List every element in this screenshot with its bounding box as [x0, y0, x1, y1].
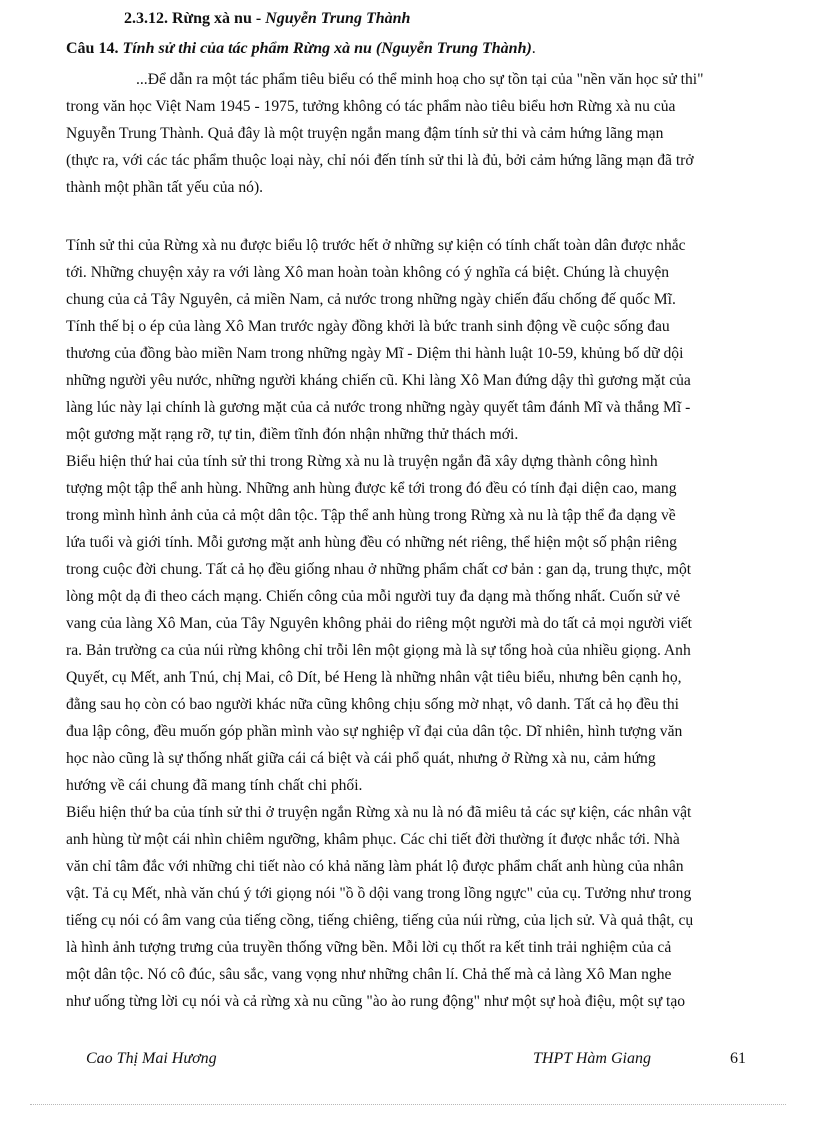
section-number: 2.3.12. Rừng xà nu -: [124, 10, 266, 27]
text-line: học nào cũng là sự thống nhất giữa cái cá biệt và cái phổ quát, nhưng ở Rừng xà nu, cảm hứng: [66, 750, 656, 767]
bottom-divider: [30, 1104, 786, 1105]
text-line: Nguyễn Trung Thành. Quả đây là một truyện ngắn mang đậm tính sử thi và cảm hứng lãng mạn: [66, 125, 664, 142]
text-line: ...Để dẫn ra một tác phẩm tiêu biểu có thể minh hoạ cho sự tồn tại của "nền văn học sử thi": [136, 71, 704, 88]
question-label: Câu 14.: [66, 40, 123, 57]
question-title: [66, 40, 536, 58]
page-number: 61: [730, 1050, 746, 1067]
text-line: vang của làng Xô Man, của Tây Nguyên không phải do riêng một người mà do tất cả mọi người viết: [66, 615, 692, 632]
text-line: chung của cả Tây Nguyên, cả miền Nam, cả nước trong những ngày chiến đấu chống đế quốc Mĩ.: [66, 291, 676, 308]
text-line: những người yêu nước, những người kháng chiến cũ. Khi làng Xô Man đứng dậy thì gương mặt của: [66, 372, 691, 389]
text-line: thành một phần tất yếu của nó).: [66, 179, 264, 196]
text-line: lứa tuổi và giới tính. Mỗi gương mặt anh hùng đều có những nét riêng, thể hiện một số phận riêng: [66, 534, 677, 551]
footer-school: THPT Hàm Giang: [533, 1050, 651, 1067]
text-line: Tính sử thi của Rừng xà nu được biểu lộ trước hết ở những sự kiện có tính chất toàn dân được nhắc: [66, 237, 686, 254]
question-text: Tính sử thi của tác phẩm Rừng xà nu (Nguyễn Trung Thành): [122, 40, 532, 57]
text-line: tiếng cụ nói có âm vang của tiếng cồng, tiếng chiêng, tiếng của núi rừng, của lịch sử. Và quả thật, cụ: [66, 912, 694, 929]
text-line: Tính thế bị o ép của làng Xô Man trước ngày đồng khởi là bức tranh sinh động về cuộc sống đau: [66, 318, 670, 335]
footer-author: Cao Thị Mai Hương: [86, 1050, 217, 1067]
text-line: hướng về cái chung đã mang tính chất chi phối.: [66, 777, 363, 794]
text-line: thương của đồng bào miền Nam trong những ngày Mĩ - Diệm thi hành luật 10-59, khủng bố dữ dội: [66, 345, 684, 362]
text-line: đua lập công, đều muốn góp phần mình vào sự nghiệp vĩ đại của dân tộc. Dĩ nhiên, hình tượng văn: [66, 723, 683, 740]
text-line: trong văn học Việt Nam 1945 - 1975, tưởng không có tác phẩm nào tiêu biểu hơn Rừng xà nu của: [66, 98, 676, 115]
text-line: một dân tộc. Nó cô đúc, sâu sắc, vang vọng như những chân lí. Chả thế mà cả làng Xô Man nghe: [66, 966, 672, 983]
text-line: trong mình hình ảnh của cả một dân tộc. Tập thể anh hùng trong Rừng xà nu là tập thể đa dạng về: [66, 507, 676, 524]
text-line: Biểu hiện thứ hai của tính sử thi trong Rừng xà nu là truyện ngắn đã xây dựng thành công hình: [66, 453, 658, 470]
text-line: một gương mặt rạng rỡ, tự tin, điềm tĩnh đón nhận những thử thách mới.: [66, 426, 519, 443]
text-line: vật. Tả cụ Mết, nhà văn chú ý tới giọng nói "ồ ồ dội vang trong lồng ngực" của cụ. Tưởng như trong: [66, 885, 692, 902]
text-line: đằng sau họ còn có bao người khác nữa cũng không chịu sống mờ nhạt, vô danh. Tất cả họ đều thi: [66, 696, 679, 713]
text-line: tới. Những chuyện xảy ra với làng Xô man hoàn toàn không có ý nghĩa cá biệt. Chúng là chuyện: [66, 264, 670, 281]
text-line: Biểu hiện thứ ba của tính sử thi ở truyện ngắn Rừng xà nu là nó đã miêu tả các sự kiện, các nhân vật: [66, 804, 692, 821]
paragraph-block: [66, 66, 766, 201]
text-line: anh hùng từ một cái nhìn chiêm ngưỡng, khâm phục. Các chi tiết đời thường ít được nhắc tới. Nhà: [66, 831, 680, 848]
text-line: như uống từng lời cụ nói và cả rừng xà nu cũng "ào ào rung động" như một sự hoà điệu, một sự tạo: [66, 993, 686, 1010]
text-line: Quyết, cụ Mết, anh Tnú, chị Mai, cô Dít, bé Heng là những nhân vật tiêu biểu, nhưng bên cạnh họ,: [66, 669, 682, 686]
paragraph-block: [66, 232, 766, 1015]
text-line: trong cuộc đời chung. Tất cả họ đều giống nhau ở những phẩm chất cơ bản : gan dạ, trung thực, một: [66, 561, 692, 578]
section-author: Nguyễn Trung Thành: [265, 10, 411, 27]
text-line: văn chỉ tâm đắc với những chi tiết nào có khả năng làm phát lộ được phẩm chất anh hùng của nhân: [66, 858, 684, 875]
text-line: là hình ảnh tượng trưng của truyền thống vững bền. Mỗi lời cụ thốt ra kết tinh trải nghiệm của cả: [66, 939, 672, 956]
text-line: làng lúc này lại chính là gương mặt của cả nước trong những ngày quyết tâm đánh Mĩ và thắng Mĩ -: [66, 399, 691, 416]
section-heading: [124, 10, 410, 28]
question-trail: .: [531, 40, 536, 57]
text-line: tượng một tập thể anh hùng. Những anh hùng được kể tới trong đó đều có tính đại diện cao, mang: [66, 480, 677, 497]
text-line: ra. Bản trường ca của núi rừng không chỉ trỗi lên một giọng mà là sự tổng hoà của nhiều giọng. Anh: [66, 642, 691, 659]
text-line: (thực ra, với các tác phẩm thuộc loại này, chỉ nói đến tính sử thi là đủ, bởi cảm hứng lãng mạn đã trở: [66, 152, 694, 169]
text-line: lòng một dạ đi theo cách mạng. Chiến công của mỗi người tuy đa dạng mà thống nhất. Cuốn sử vẻ: [66, 588, 681, 605]
